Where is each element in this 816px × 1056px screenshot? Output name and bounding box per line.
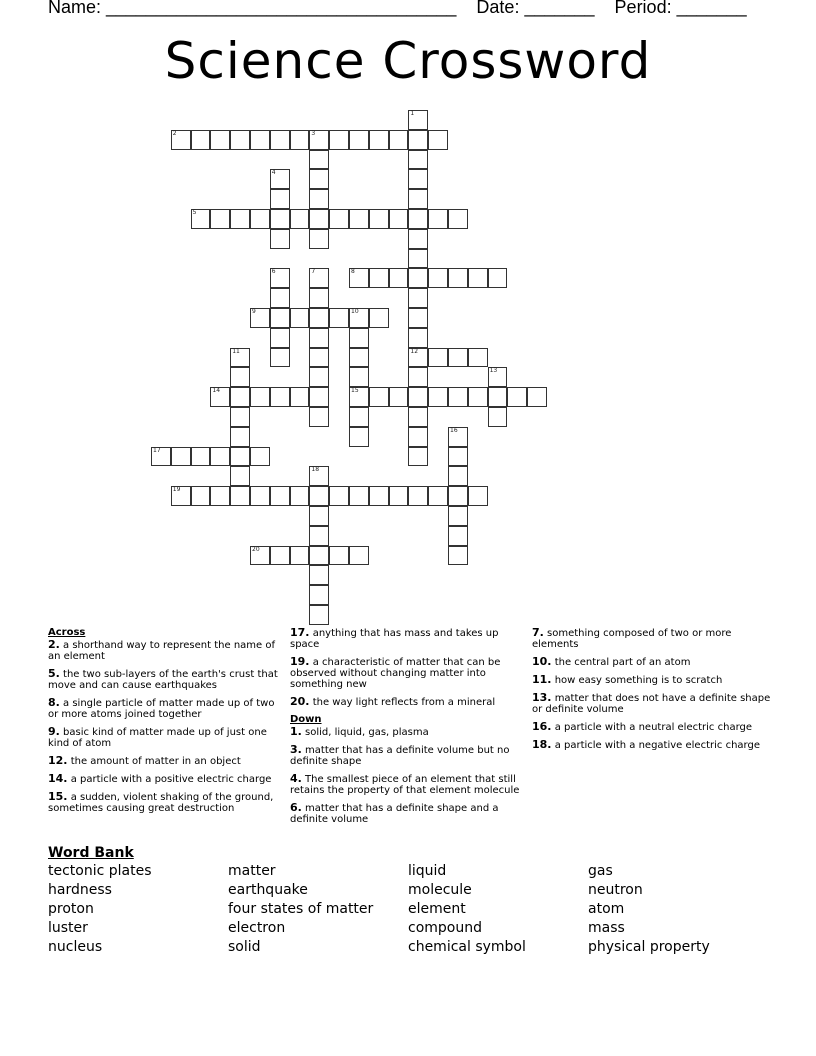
clue-text: a particle with a negative electric charge xyxy=(554,740,760,751)
crossword-cell[interactable] xyxy=(408,367,428,387)
clue-number-label: 13. xyxy=(532,691,552,704)
crossword-cell[interactable] xyxy=(389,268,409,288)
crossword-cell[interactable] xyxy=(309,506,329,526)
crossword-cell[interactable] xyxy=(309,526,329,546)
crossword-cell[interactable] xyxy=(408,110,428,130)
clue-down xyxy=(290,802,522,825)
crossword-cell[interactable] xyxy=(369,209,389,229)
word-bank-item: matter xyxy=(228,863,276,879)
crossword-cell[interactable] xyxy=(408,189,428,209)
crossword-cell[interactable] xyxy=(250,387,270,407)
crossword-cell[interactable] xyxy=(270,308,290,328)
clue-number-label: 16. xyxy=(532,720,552,733)
crossword-cell[interactable] xyxy=(329,486,349,506)
word-bank-item: proton xyxy=(48,901,94,917)
crossword-cell[interactable] xyxy=(408,209,428,229)
crossword-cell[interactable] xyxy=(270,268,290,288)
crossword-cell[interactable] xyxy=(349,407,369,427)
word-bank-item: four states of matter xyxy=(228,901,374,917)
crossword-cell[interactable] xyxy=(408,130,428,150)
crossword-cell[interactable] xyxy=(349,367,369,387)
crossword-cell[interactable] xyxy=(369,387,389,407)
crossword-cell[interactable] xyxy=(329,209,349,229)
clue-number-label: 9. xyxy=(48,725,60,738)
crossword-cell[interactable] xyxy=(250,486,270,506)
clue-number: 13 xyxy=(489,367,498,375)
crossword-cell[interactable] xyxy=(448,506,468,526)
clue-text: the way light reflects from a mineral xyxy=(312,697,496,708)
clue-down xyxy=(290,773,522,796)
crossword-cell[interactable] xyxy=(309,328,329,348)
clue-across xyxy=(48,726,280,749)
crossword-cell[interactable] xyxy=(349,546,369,566)
clue-text: basic kind of matter made up of just one kind of atom xyxy=(48,727,267,749)
crossword-cell[interactable] xyxy=(250,308,270,328)
clue-text: anything that has mass and takes up space xyxy=(290,628,499,650)
clue-across xyxy=(48,755,280,767)
crossword-cell[interactable] xyxy=(191,447,211,467)
crossword-cell[interactable] xyxy=(488,407,508,427)
crossword-cell[interactable] xyxy=(230,209,250,229)
clue-text: the two sub-layers of the earth's crust that move and can cause earthquakes xyxy=(48,669,278,691)
crossword-cell[interactable] xyxy=(448,526,468,546)
clue-down xyxy=(532,721,772,733)
clue-text: matter that has a definite shape and a definite volume xyxy=(290,803,499,825)
crossword-cell[interactable] xyxy=(270,288,290,308)
crossword-cell[interactable] xyxy=(507,387,527,407)
clue-down xyxy=(290,726,522,738)
crossword-cell[interactable] xyxy=(389,209,409,229)
crossword-cell[interactable] xyxy=(309,130,329,150)
clue-text: solid, liquid, gas, plasma xyxy=(305,727,429,738)
crossword-cell[interactable] xyxy=(349,209,369,229)
crossword-cell[interactable] xyxy=(408,427,428,447)
clues-column-1 xyxy=(48,627,280,820)
clue-number-label: 6. xyxy=(290,801,302,814)
crossword-cell[interactable] xyxy=(448,387,468,407)
clue-text: something composed of two or more elements xyxy=(532,628,732,650)
crossword-cell[interactable] xyxy=(349,308,369,328)
crossword-cell[interactable] xyxy=(408,169,428,189)
word-bank-item: physical property xyxy=(588,939,710,955)
clue-number-label: 5. xyxy=(48,667,60,680)
word-bank-item: molecule xyxy=(408,882,472,898)
crossword-cell[interactable] xyxy=(468,348,488,368)
word-bank-item: liquid xyxy=(408,863,447,879)
crossword-cell[interactable] xyxy=(270,348,290,368)
word-bank-item: tectonic plates xyxy=(48,863,152,879)
crossword-cell[interactable] xyxy=(428,348,448,368)
clue-number: 14 xyxy=(212,387,221,395)
clue-text: the amount of matter in an object xyxy=(70,756,241,767)
word-bank-item: atom xyxy=(588,901,625,917)
crossword-cell[interactable] xyxy=(349,130,369,150)
clue-number-label: 1. xyxy=(290,725,302,738)
crossword-cell[interactable] xyxy=(171,130,191,150)
clue-across xyxy=(48,773,280,785)
crossword-cell[interactable] xyxy=(389,486,409,506)
clue-number-label: 4. xyxy=(290,772,302,785)
clue-number-label: 17. xyxy=(290,626,310,639)
crossword-cell[interactable] xyxy=(230,387,250,407)
clue-number-label: 14. xyxy=(48,772,68,785)
crossword-cell[interactable] xyxy=(270,387,290,407)
crossword-cell[interactable] xyxy=(210,130,230,150)
crossword-cell[interactable] xyxy=(171,486,191,506)
crossword-cell[interactable] xyxy=(428,209,448,229)
clue-text: a sudden, violent shaking of the ground, sometimes causing great destruction xyxy=(48,792,274,814)
crossword-cell[interactable] xyxy=(309,466,329,486)
crossword-cell[interactable] xyxy=(191,209,211,229)
crossword-cell[interactable] xyxy=(349,427,369,447)
clue-number-label: 19. xyxy=(290,655,310,668)
clue-down xyxy=(532,692,772,715)
crossword-cell[interactable] xyxy=(309,189,329,209)
crossword-cell[interactable] xyxy=(309,605,329,625)
clue-number: 5 xyxy=(192,209,197,216)
word-bank-item: nucleus xyxy=(48,939,103,955)
crossword-cell[interactable] xyxy=(309,565,329,585)
crossword-cell[interactable] xyxy=(191,130,211,150)
crossword-cell[interactable] xyxy=(349,486,369,506)
clue-number: 8 xyxy=(351,268,355,276)
crossword-cell[interactable] xyxy=(230,348,250,368)
crossword-cell[interactable] xyxy=(250,130,270,150)
crossword-cell[interactable] xyxy=(290,308,310,328)
clue-number-label: 18. xyxy=(532,738,552,751)
crossword-cell[interactable] xyxy=(329,546,349,566)
crossword-cell[interactable] xyxy=(428,130,448,150)
clue-number: 6 xyxy=(271,268,276,276)
clue-text: a single particle of matter made up of two or more atoms joined together xyxy=(48,698,275,720)
crossword-cell[interactable] xyxy=(369,308,389,328)
clue-number: 4 xyxy=(271,169,276,177)
crossword-cell[interactable] xyxy=(349,268,369,288)
clue-number-label: 12. xyxy=(48,754,68,767)
clue-text: matter that has a definite volume but no definite shape xyxy=(290,745,510,767)
clue-down xyxy=(532,674,772,686)
clue-text: the central part of an atom xyxy=(554,657,691,668)
crossword-cell[interactable] xyxy=(270,229,290,249)
clue-number: 10 xyxy=(351,308,359,315)
crossword-cell[interactable] xyxy=(448,427,468,447)
crossword-cell[interactable] xyxy=(329,308,349,328)
crossword-cell[interactable] xyxy=(408,249,428,269)
clue-text: how easy something is to scratch xyxy=(554,675,723,686)
clues-column-2 xyxy=(290,627,522,831)
word-bank-title: Word Bank xyxy=(48,845,134,861)
clue-text: The smallest piece of an element that still retains the property of that element molecule xyxy=(290,774,520,796)
crossword-cell[interactable] xyxy=(527,387,547,407)
crossword-cell[interactable] xyxy=(309,209,329,229)
clue-text: a characteristic of matter that can be observed without changing matter into something new xyxy=(290,657,501,690)
word-bank-item: hardness xyxy=(48,882,112,898)
crossword-cell[interactable] xyxy=(309,546,329,566)
crossword-cell[interactable] xyxy=(408,328,428,348)
crossword-cell[interactable] xyxy=(389,130,409,150)
crossword-cell[interactable] xyxy=(448,348,468,368)
crossword-cell[interactable] xyxy=(191,486,211,506)
clue-text: matter that does not have a definite shape or definite volume xyxy=(532,693,771,715)
clue-across xyxy=(48,791,280,814)
crossword-cell[interactable] xyxy=(250,447,270,467)
clue-number: 9 xyxy=(252,308,256,315)
crossword-cell[interactable] xyxy=(250,546,270,566)
word-bank-item: solid xyxy=(228,939,261,955)
crossword-cell[interactable] xyxy=(408,486,428,506)
crossword-cell[interactable] xyxy=(270,189,290,209)
clue-number-label: 3. xyxy=(290,743,302,756)
crossword-cell[interactable] xyxy=(210,447,230,467)
crossword-cell[interactable] xyxy=(230,466,250,486)
crossword-cell[interactable] xyxy=(468,486,488,506)
word-bank xyxy=(48,862,768,957)
crossword-cell[interactable] xyxy=(309,229,329,249)
crossword-cell[interactable] xyxy=(428,387,448,407)
clue-number: 2 xyxy=(172,129,177,137)
crossword-cell[interactable] xyxy=(290,130,310,150)
crossword-cell[interactable] xyxy=(369,130,389,150)
crossword-cell[interactable] xyxy=(309,367,329,387)
clue-number-label: 15. xyxy=(48,790,68,803)
clue-down xyxy=(532,739,772,751)
crossword-cell[interactable] xyxy=(230,427,250,447)
name-field[interactable]: Name: ___________________________________ xyxy=(48,0,457,17)
word-bank-item: compound xyxy=(408,920,482,936)
clue-number-label: 8. xyxy=(48,696,60,709)
crossword-cell[interactable] xyxy=(448,466,468,486)
crossword-cell[interactable] xyxy=(309,348,329,368)
crossword-cell[interactable] xyxy=(230,447,250,467)
clue-number: 1 xyxy=(410,110,415,117)
clues-column-3 xyxy=(532,627,772,757)
clue-text: a particle with a neutral electric charge xyxy=(554,722,753,733)
clue-down xyxy=(532,627,772,650)
crossword-cell[interactable] xyxy=(309,585,329,605)
word-bank-item: gas xyxy=(588,863,613,879)
crossword-cell[interactable] xyxy=(230,367,250,387)
crossword-cell[interactable] xyxy=(408,447,428,467)
crossword-cell[interactable] xyxy=(290,486,310,506)
crossword-cell[interactable] xyxy=(270,130,290,150)
crossword-cell[interactable] xyxy=(408,407,428,427)
crossword-cell[interactable] xyxy=(309,150,329,170)
clue-across xyxy=(290,696,522,708)
crossword-cell[interactable] xyxy=(290,209,310,229)
crossword-cell[interactable] xyxy=(270,328,290,348)
clue-across xyxy=(48,697,280,720)
crossword-cell[interactable] xyxy=(349,328,369,348)
crossword-cell[interactable] xyxy=(448,268,468,288)
clue-number: 3 xyxy=(311,129,316,137)
word-bank-item: element xyxy=(408,901,466,917)
page-title: Science Crossword xyxy=(164,32,652,90)
down-heading: Down xyxy=(290,714,322,725)
crossword-cell[interactable] xyxy=(230,407,250,427)
crossword-cell[interactable] xyxy=(349,348,369,368)
crossword-cell[interactable] xyxy=(408,150,428,170)
crossword-cell[interactable] xyxy=(408,268,428,288)
clue-number-label: 2. xyxy=(48,638,60,651)
crossword-cell[interactable] xyxy=(309,169,329,189)
crossword-cell[interactable] xyxy=(309,486,329,506)
crossword-cell[interactable] xyxy=(448,447,468,467)
clue-number-label: 11. xyxy=(532,673,552,686)
clue-number: 17 xyxy=(153,446,161,454)
clue-number: 18 xyxy=(311,466,320,474)
clue-number: 15 xyxy=(351,387,359,395)
crossword-cell[interactable] xyxy=(270,209,290,229)
clue-number: 16 xyxy=(450,426,458,434)
across-heading: Across xyxy=(48,627,86,638)
crossword-cell[interactable] xyxy=(151,447,171,467)
crossword-cell[interactable] xyxy=(428,486,448,506)
crossword-cell[interactable] xyxy=(270,169,290,189)
crossword-cell[interactable] xyxy=(468,387,488,407)
word-bank-item: mass xyxy=(588,920,625,936)
clue-text: a particle with a positive electric charge xyxy=(70,774,272,785)
clue-across xyxy=(290,627,522,650)
crossword-cell[interactable] xyxy=(408,308,428,328)
crossword-cell[interactable] xyxy=(408,387,428,407)
clue-across xyxy=(48,639,280,662)
crossword-cell[interactable] xyxy=(230,486,250,506)
clue-number: 19 xyxy=(172,486,181,494)
word-bank-item: luster xyxy=(48,920,88,936)
date-field[interactable]: Date: _______ xyxy=(476,0,595,17)
clue-across xyxy=(48,668,280,691)
crossword-cell[interactable] xyxy=(309,387,329,407)
word-bank-item: chemical symbol xyxy=(408,939,526,955)
crossword-cell[interactable] xyxy=(309,268,329,288)
clue-number-label: 20. xyxy=(290,695,310,708)
clue-number: 20 xyxy=(252,545,260,553)
crossword-cell[interactable] xyxy=(329,130,349,150)
crossword-cell[interactable] xyxy=(389,387,409,407)
clue-across xyxy=(290,656,522,690)
crossword-cell[interactable] xyxy=(230,130,250,150)
crossword-cell[interactable] xyxy=(488,268,508,288)
crossword-cell[interactable] xyxy=(488,387,508,407)
word-bank-item: neutron xyxy=(588,882,643,898)
crossword-cell[interactable] xyxy=(309,288,329,308)
crossword-cell[interactable] xyxy=(448,486,468,506)
clue-number: 7 xyxy=(311,268,316,276)
crossword-cell[interactable] xyxy=(468,268,488,288)
crossword-cell[interactable] xyxy=(309,308,329,328)
crossword-cell[interactable] xyxy=(210,387,230,407)
crossword-cell[interactable] xyxy=(428,268,448,288)
crossword-cell[interactable] xyxy=(290,387,310,407)
crossword-cell[interactable] xyxy=(270,486,290,506)
clue-number-label: 10. xyxy=(532,655,552,668)
crossword-cell[interactable] xyxy=(349,387,369,407)
crossword-cell[interactable] xyxy=(270,546,290,566)
crossword-cell[interactable] xyxy=(448,209,468,229)
crossword-cell[interactable] xyxy=(408,288,428,308)
crossword-cell[interactable] xyxy=(290,546,310,566)
crossword-cell[interactable] xyxy=(369,268,389,288)
crossword-cell[interactable] xyxy=(210,486,230,506)
crossword-cell[interactable] xyxy=(250,209,270,229)
period-field[interactable]: Period: _______ xyxy=(614,0,747,17)
clue-text: a shorthand way to represent the name of an element xyxy=(48,640,275,662)
crossword-cell[interactable] xyxy=(210,209,230,229)
clue-number: 12 xyxy=(410,347,419,355)
word-bank-item: earthquake xyxy=(228,882,308,898)
crossword-cell[interactable] xyxy=(309,407,329,427)
clue-down xyxy=(532,656,772,668)
crossword-cell[interactable] xyxy=(488,367,508,387)
word-bank-item: electron xyxy=(228,920,286,936)
crossword-cell[interactable] xyxy=(408,229,428,249)
crossword-cell[interactable] xyxy=(448,546,468,566)
clue-down xyxy=(290,744,522,767)
clue-number: 11 xyxy=(232,347,240,355)
clue-number-label: 7. xyxy=(532,626,544,639)
crossword-cell[interactable] xyxy=(408,348,428,368)
crossword-cell[interactable] xyxy=(171,447,191,467)
crossword-cell[interactable] xyxy=(369,486,389,506)
